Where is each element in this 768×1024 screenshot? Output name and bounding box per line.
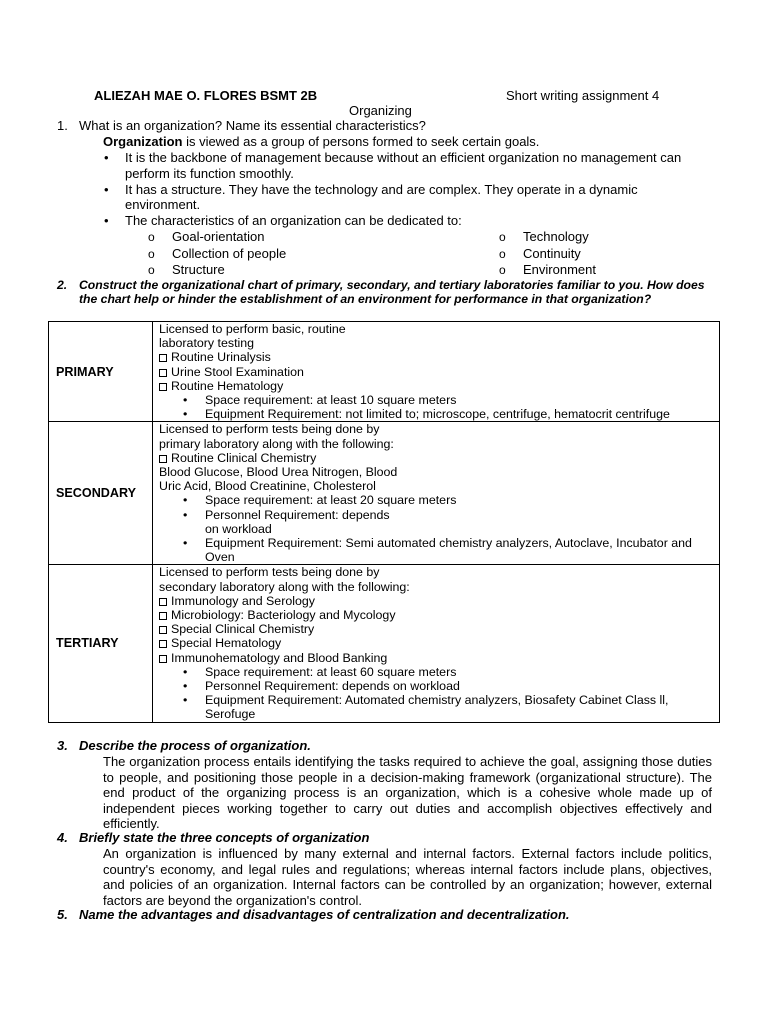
level-cell: PRIMARY	[49, 322, 153, 422]
circle-bullet-icon: o	[499, 246, 506, 261]
table-row	[49, 322, 720, 422]
q1-bullet: • It has a structure. They have the technology and are complex. They operate in a dynamic environment.	[104, 181, 638, 212]
q1-bullet: • It is the backbone of management because without an efficient organization no management can perform its function smoothly.	[104, 150, 682, 181]
bullet-dot-icon: •	[183, 664, 188, 679]
checkbox-icon	[159, 369, 167, 377]
characteristic-item: o Collection of people	[148, 245, 287, 261]
circle-bullet-icon: o	[148, 230, 155, 244]
checkbox-icon	[159, 640, 167, 648]
circle-bullet-icon: o	[148, 246, 155, 261]
requirement-bullet: • Personnel Requirement: depends on workload	[183, 679, 460, 694]
q1-number: 1.	[57, 118, 68, 133]
check-item: Immunohematology and Blood Banking	[159, 651, 715, 665]
q4-answer: An organization is influenced by many external and internal factors. External factors include politics, country's economy, and legal rules and regulations; whereas internal factors include plans, objectives, and policies of an organization. Internal factors can be controlled by an organization; however, external factors are beyond the organization's control.	[103, 846, 712, 908]
bullet-dot-icon: •	[183, 407, 188, 422]
checkbox-icon	[159, 626, 167, 634]
q3-answer: The organization process entails identifying the tasks required to achieve the goal, assigning those duties to people, and positioning those people in a decision-making framework (organizational structure). The end product of the organizing process is an organization, which is a cohesive whole made up of independent pieces working together to carry out duties and accomplish objectives effectively and efficiently.	[103, 754, 712, 831]
check-item: Special Clinical Chemistry	[159, 622, 715, 636]
q1-definition	[103, 134, 539, 150]
characteristic-item: o Technology	[499, 229, 589, 244]
assignment-label: Short writing assignment 4	[506, 88, 660, 103]
requirement-bullet: • Equipment Requirement: Semi automated chemistry analyzers, Autoclave, Incubator and Oven	[183, 536, 692, 565]
bullet-dot-icon: •	[183, 507, 188, 522]
q1-bullet: • The characteristics of an organization can be dedicated to:	[104, 213, 462, 228]
bullet-dot-icon: •	[104, 181, 109, 197]
description-cell	[153, 565, 720, 722]
characteristics-left	[148, 229, 287, 279]
requirement-bullet: • Space requirement: at least 20 square meters	[183, 493, 457, 508]
q3-question: Describe the process of organization.	[79, 738, 311, 753]
intro-line: Licensed to perform tests being done by	[159, 565, 380, 580]
check-item: Immunology and Serology	[159, 594, 715, 608]
characteristic-item: o Structure	[148, 262, 225, 277]
table-row	[49, 565, 720, 722]
characteristic-item: o Goal-orientation	[148, 229, 265, 244]
intro-line: Licensed to perform tests being done by	[159, 422, 380, 437]
q1-term: Organization	[103, 134, 183, 149]
level-cell: SECONDARY	[49, 422, 153, 565]
bullet-dot-icon: •	[183, 536, 188, 551]
check-item: Routine Clinical Chemistry	[159, 451, 715, 465]
bullet-dot-icon: •	[183, 693, 188, 708]
circle-bullet-icon: o	[148, 263, 155, 277]
description-cell	[153, 422, 720, 565]
intro-line: secondary laboratory along with the following:	[159, 579, 410, 594]
check-item: Routine Urinalysis	[159, 350, 715, 364]
checkbox-icon	[159, 354, 167, 362]
circle-bullet-icon: o	[499, 263, 506, 277]
q5-question: Name the advantages and disadvantages of centralization and decentralization.	[79, 907, 570, 922]
requirement-bullet: • Personnel Requirement: depends on workload	[183, 507, 390, 536]
circle-bullet-icon: o	[499, 230, 506, 244]
check-item: Special Hematology	[159, 636, 715, 650]
level-cell: TERTIARY	[49, 565, 153, 722]
checkbox-icon	[159, 655, 167, 663]
requirement-bullet: • Equipment Requirement: Automated chemistry analyzers, Biosafety Cabinet Class ll, Serofuge	[183, 693, 669, 722]
check-item: Microbiology: Bacteriology and Mycology	[159, 608, 715, 622]
checkbox-icon	[159, 455, 167, 463]
bullet-dot-icon: •	[183, 679, 188, 694]
q2-question: Construct the organizational chart of primary, secondary, and tertiary laboratories familiar to you. How does the chart help or hinder the establishment of an environment for performance in that organization?	[79, 278, 705, 307]
q1-question: What is an organization? Name its essential characteristics?	[79, 118, 426, 133]
requirement-bullet: • Space requirement: at least 60 square meters	[183, 664, 457, 679]
intro-line: laboratory testing	[159, 336, 255, 351]
page-title: Organizing	[349, 103, 412, 118]
bullet-dot-icon: •	[183, 493, 188, 508]
q3-number: 3.	[57, 738, 68, 753]
detail-line: Uric Acid, Blood Creatinine, Cholesterol	[159, 479, 376, 494]
q5-number: 5.	[57, 907, 68, 922]
requirement-bullet: • Equipment Requirement: not limited to; microscope, centrifuge, hematocrit centrifuge	[183, 407, 670, 422]
q2-number: 2.	[57, 278, 68, 292]
q4-question: Briefly state the three concepts of organization	[79, 830, 370, 845]
checkbox-icon	[159, 383, 167, 391]
bullet-dot-icon: •	[104, 150, 109, 165]
checkbox-icon	[159, 612, 167, 620]
check-item: Routine Hematology	[159, 379, 715, 393]
requirement-bullet: • Space requirement: at least 10 square meters	[183, 393, 457, 408]
characteristic-item: o Continuity	[499, 245, 581, 261]
detail-line: Blood Glucose, Blood Urea Nitrogen, Blood	[159, 465, 398, 480]
author-line: ALIEZAH MAE O. FLORES BSMT 2B	[94, 88, 318, 103]
intro-line: Licensed to perform basic, routine	[159, 322, 346, 336]
bullet-dot-icon: •	[183, 393, 188, 408]
bullet-dot-icon: •	[104, 213, 109, 228]
characteristics-right	[499, 229, 596, 279]
q4-number: 4.	[57, 830, 68, 845]
q1-bullet-list	[104, 150, 715, 229]
q1-definition-text: is viewed as a group of persons formed to seek certain goals.	[182, 134, 540, 149]
laboratory-classification-table	[48, 321, 720, 723]
table-row	[49, 422, 720, 565]
intro-line: primary laboratory along with the following:	[159, 436, 394, 451]
characteristic-item: o Environment	[499, 262, 596, 277]
description-cell	[153, 322, 720, 422]
checkbox-icon	[159, 598, 167, 606]
check-item: Urine Stool Examination	[159, 365, 715, 379]
